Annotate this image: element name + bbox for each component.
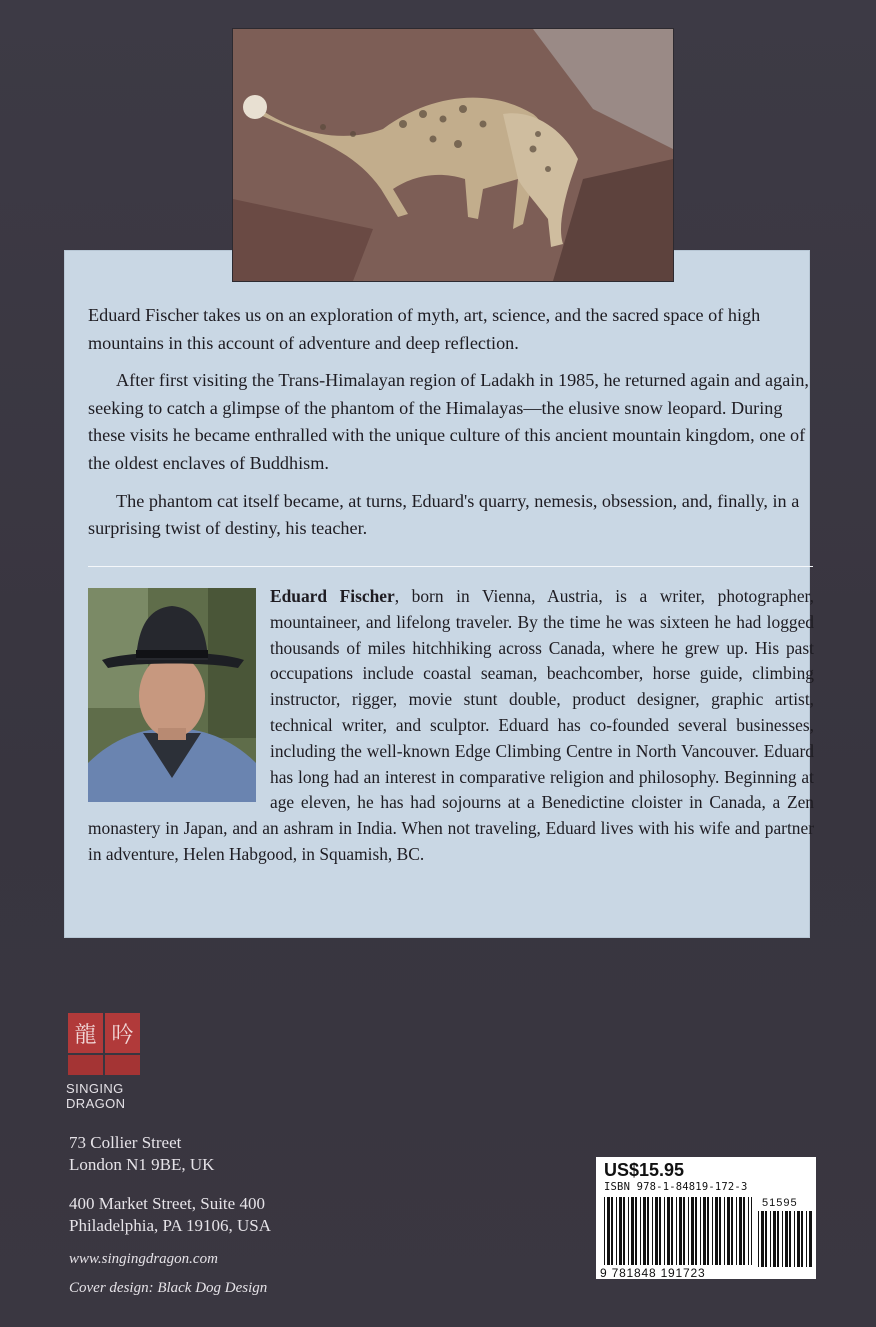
address-uk-line1: 73 Collier Street [69, 1133, 182, 1152]
barcode-bar [623, 1197, 625, 1265]
barcode-bar [782, 1211, 783, 1267]
barcode-bar [652, 1197, 653, 1265]
barcode-bar [785, 1211, 788, 1267]
barcode-bar [640, 1197, 641, 1265]
barcode-bar [748, 1197, 749, 1265]
barcode-bar [616, 1197, 617, 1265]
description-paragraph-1: Eduard Fischer takes us on an exploration of myth, art, science, and the sacred space of high mountains in this account of adventure and deep reflection. [88, 305, 761, 353]
book-description [88, 302, 816, 553]
barcode-bar [655, 1197, 658, 1265]
publisher-name [66, 1081, 142, 1111]
ean-digits: 9 781848 191723 [600, 1266, 706, 1280]
barcode-bar [789, 1211, 791, 1267]
barcode-bar [743, 1197, 745, 1265]
barcode-bar [801, 1211, 803, 1267]
barcode-bar [751, 1197, 752, 1265]
description-paragraph-2: After first visiting the Trans-Himalayan region of Ladakh in 1985, he returned again and again, seeking to catch a glimpse of the phantom of the Himalayas—the elusive snow leopard. During these visits he became enthralled with the unique culture of this ancient mountain kingdom, one of the oldest enclaves of Buddhism. [88, 370, 809, 473]
barcode-bar [631, 1197, 634, 1265]
barcode-bar [719, 1197, 721, 1265]
barcode-bar [765, 1211, 767, 1267]
barcode-bar [715, 1197, 718, 1265]
cover-credit: Cover design: Black Dog Design [69, 1280, 268, 1296]
barcode-bar [703, 1197, 706, 1265]
address-usa [69, 1193, 271, 1237]
snow-leopard-photo [232, 28, 674, 282]
barcode-bar [647, 1197, 649, 1265]
publisher-name-line1: SINGING [66, 1081, 124, 1096]
barcode-bar [659, 1197, 661, 1265]
address-usa-line2: Philadelphia, PA 19106, USA [69, 1216, 271, 1235]
photo-spacer [88, 584, 270, 812]
barcode-bar [712, 1197, 713, 1265]
barcode-bar [688, 1197, 689, 1265]
barcode-bar [683, 1197, 685, 1265]
address-uk-line2: London N1 9BE, UK [69, 1155, 215, 1174]
author-bio [88, 584, 814, 868]
barcode-bar [777, 1211, 779, 1267]
barcode-bar [707, 1197, 709, 1265]
isbn-text: ISBN 978-1-84819-172-3 [604, 1181, 748, 1193]
barcode-bar [773, 1211, 776, 1267]
barcode-bar [643, 1197, 646, 1265]
addon-barcode [758, 1197, 812, 1267]
barcode-bar [761, 1211, 764, 1267]
publisher-name-line2: DRAGON [66, 1096, 126, 1111]
addon-digits: 51595 [762, 1197, 798, 1209]
barcode-bar [679, 1197, 682, 1265]
barcode-bar [695, 1197, 697, 1265]
barcode-bar [611, 1197, 613, 1265]
barcode-bar [691, 1197, 694, 1265]
barcode-bar [676, 1197, 677, 1265]
barcode-bar [731, 1197, 733, 1265]
author-name: Eduard Fischer [270, 586, 395, 606]
barcode-label [596, 1157, 816, 1279]
barcode-bar [604, 1197, 605, 1265]
address-usa-line1: 400 Market Street, Suite 400 [69, 1194, 265, 1213]
seal-base [68, 1055, 140, 1075]
author-bio-text: , born in Vienna, Austria, is a writer, photographer, mountaineer, and lifelong traveler. By the time he was sixteen he had logged thousands of miles hitchhiking across Canada, where he grew up. His past occupations include coastal seaman, beachcomber, horse guide, climbing instructor, rigger, movie stunt double, product designer, graphic artist, technical writer, and sculptor. Eduard has co-founded several businesses, including the well-known Edge Climbing Centre in North Vancouver. Eduard has long had an interest in comparative religion and philosophy. Beginning at age eleven, he has had sojourns at a Benedictine cloister in Canada, a Zen monastery in Japan, and an ashram in India. When not traveling, Eduard lives with his wife and partner in adventure, Helen Habgood, in Squamish, BC. [88, 586, 814, 864]
barcode-bar [671, 1197, 673, 1265]
description-paragraph-3: The phantom cat itself became, at turns, Eduard's quarry, nemesis, obsession, and, finally, in a surprising twist of destiny, his teacher. [88, 490, 800, 539]
barcode-bar [664, 1197, 665, 1265]
dragon-seal-icon: 龍 吟 [68, 1013, 140, 1053]
barcode-bar [700, 1197, 701, 1265]
price: US$15.95 [604, 1160, 685, 1180]
barcode-bar [667, 1197, 670, 1265]
barcode-bar [635, 1197, 637, 1265]
divider [88, 566, 813, 567]
barcode-bar [628, 1197, 629, 1265]
barcode-bar [758, 1211, 759, 1267]
ean-barcode [604, 1197, 752, 1267]
barcode-bar [619, 1197, 622, 1265]
barcode-bar [736, 1197, 737, 1265]
barcode-bar [770, 1211, 771, 1267]
barcode-bar [724, 1197, 725, 1265]
barcode-bar [607, 1197, 610, 1265]
barcode-bar [739, 1197, 742, 1265]
barcode-bar [794, 1211, 795, 1267]
publisher-website: www.singingdragon.com [69, 1251, 218, 1267]
publisher-logo [66, 1013, 142, 1111]
barcode-bar [806, 1211, 807, 1267]
barcode-bar [727, 1197, 730, 1265]
barcode-bar [809, 1211, 812, 1267]
address-uk [69, 1132, 214, 1176]
barcode-bar [797, 1211, 800, 1267]
